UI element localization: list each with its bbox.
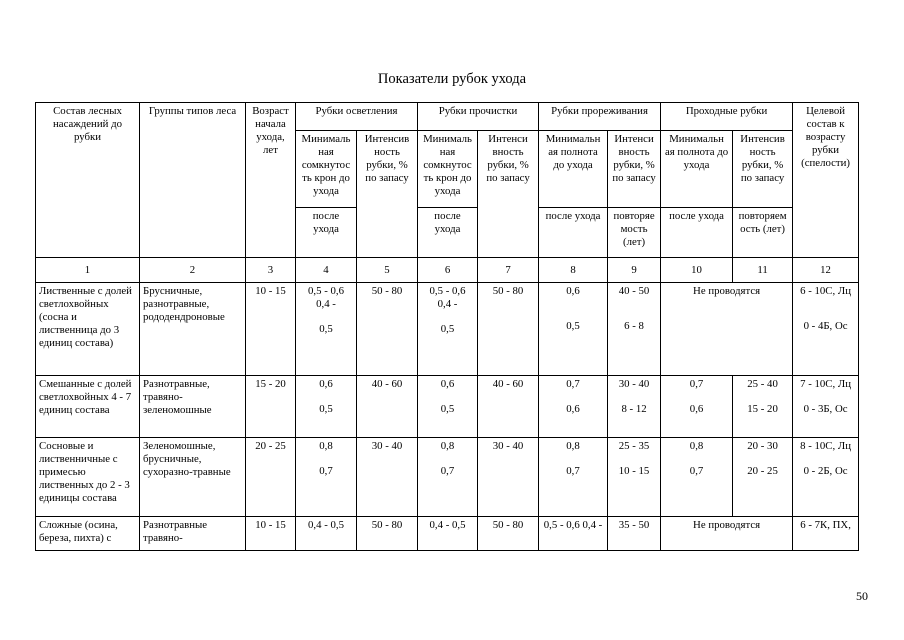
header-passing-repeat: повторяем ость (лет) (733, 208, 793, 258)
value: 0,5 - 0,6 (429, 285, 466, 297)
cell-passing-not-performed: Не проводятся (661, 283, 793, 376)
value: 0,5 - 0,6 (308, 285, 344, 297)
header-target-composition: Целевой состав к возрасту рубки (спелости) (793, 103, 859, 258)
value: 0,6 (689, 403, 704, 415)
value: 30 - 40 (618, 378, 650, 390)
value: 0,5 (319, 403, 333, 415)
value: 0,8 (566, 440, 580, 452)
cell-cleaning-intensity: 50 - 80 (478, 517, 539, 551)
cell-cleaning-intensity: 30 - 40 (478, 438, 539, 517)
cell-cleaning-intensity: 40 - 60 (478, 376, 539, 438)
value: 0,7 (689, 465, 704, 477)
value: 0,4 - (437, 298, 458, 310)
cell-thinning-min (539, 376, 608, 438)
cell-forest-types: Брусничные, разнотравные, рододендроновые (140, 283, 246, 376)
cell-cleaning-min (418, 376, 478, 438)
cell-target-composition (793, 376, 859, 438)
value: 25 - 40 (747, 378, 778, 390)
cell-clearing-intensity: 30 - 40 (357, 438, 418, 517)
cell-thinning-min (539, 283, 608, 376)
cell-forest-types: Зеленомошные, брусничные, сухоразно-травные (140, 438, 246, 517)
value: 0,6 (319, 378, 333, 390)
header-age: Возраст начала ухода, лет (246, 103, 296, 258)
value: 0,4 - (316, 298, 336, 310)
table-row (36, 438, 859, 517)
cell-composition: Смешанные с долей светлохвойных 4 - 7 единиц состава (36, 376, 140, 438)
cell-clearing-min (296, 283, 357, 376)
column-number-row (36, 258, 859, 283)
value: 6 - 8 (624, 320, 644, 332)
value: 0,7 (566, 378, 580, 390)
cell-passing-intensity (733, 438, 793, 517)
cell-thinning-min (539, 438, 608, 517)
value: 8 - 12 (621, 403, 647, 415)
header-passing-min: Минимальн ая полнота до ухода (661, 131, 733, 208)
value: 0,7 (440, 465, 455, 477)
value: 10 - 15 (618, 465, 650, 477)
column-number: 6 (418, 258, 478, 283)
column-number: 4 (296, 258, 357, 283)
header-thinning-repeat: повторяе мость (лет) (608, 208, 661, 258)
cell-cleaning-min (418, 283, 478, 376)
cell-target-composition: 6 - 7К, ПХ, (793, 517, 859, 551)
column-number: 9 (608, 258, 661, 283)
cell-clearing-min: 0,4 - 0,5 (296, 517, 357, 551)
header-group-clearing: Рубки осветления (296, 103, 418, 131)
page-number: 50 (856, 589, 868, 603)
column-number: 1 (36, 258, 140, 283)
value: 0,5 (440, 403, 455, 415)
page-title: Показатели рубок ухода (377, 71, 527, 87)
cell-target-composition (793, 438, 859, 517)
value: 40 - 50 (618, 285, 650, 297)
column-number: 10 (661, 258, 733, 283)
header-composition: Состав лесных насаждений до рубки (36, 103, 140, 258)
cell-passing-not-performed: Не проводятся (661, 517, 793, 551)
cell-thinning-intensity (608, 376, 661, 438)
header-cleaning-after: после ухода (418, 208, 478, 258)
value: 8 - 10С, Лц (800, 440, 851, 452)
cell-composition: Сложные (осина, береза, пихта) с (36, 517, 140, 551)
value: 0,7 (566, 465, 580, 477)
cell-forest-types: Разнотравные травяно- (140, 517, 246, 551)
cell-clearing-intensity: 50 - 80 (357, 517, 418, 551)
header-row-groups (36, 103, 859, 131)
value: 25 - 35 (618, 440, 650, 452)
cell-thinning-intensity: 35 - 50 (608, 517, 661, 551)
value: 0,5 (319, 323, 333, 335)
value: 15 - 20 (747, 403, 778, 415)
value: 0,8 (440, 440, 455, 452)
cell-forest-types: Разнотравные, травяно-зеленомошные (140, 376, 246, 438)
cell-age: 15 - 20 (246, 376, 296, 438)
value: 0,7 (689, 378, 704, 390)
header-group-thinning: Рубки прореживания (539, 103, 661, 131)
header-forest-types: Группы типов леса (140, 103, 246, 258)
column-number: 8 (539, 258, 608, 283)
column-number: 2 (140, 258, 246, 283)
value: 6 - 10С, Лц (800, 285, 851, 297)
header-clearing-min: Минималь ная сомкнутос ть крон до ухода (296, 131, 357, 208)
cell-thinning-intensity (608, 438, 661, 517)
cell-clearing-min (296, 438, 357, 517)
cell-cleaning-min: 0,4 - 0,5 (418, 517, 478, 551)
column-number: 11 (733, 258, 793, 283)
cell-passing-min (661, 438, 733, 517)
table-row (36, 517, 859, 551)
value: 0,5 (566, 320, 580, 332)
column-number: 3 (246, 258, 296, 283)
value: 0,6 (440, 378, 455, 390)
header-cleaning-min: Минималь ная сомкнутос ть крон до ухода (418, 131, 478, 208)
header-thinning-min: Минимальн ая полнота до ухода (539, 131, 608, 208)
value: 0,5 (440, 323, 455, 335)
value: 0,8 (319, 440, 333, 452)
value: 0 - 2Б, Ос (803, 465, 848, 477)
cell-clearing-intensity: 50 - 80 (357, 283, 418, 376)
header-clearing-after: после ухода (296, 208, 357, 258)
column-number: 12 (793, 258, 859, 283)
cell-thinning-min: 0,5 - 0,6 0,4 - (539, 517, 608, 551)
logging-indicators-table (35, 102, 859, 551)
cell-composition: Сосновые и лиственничные с примесью лиственных до 2 - 3 единицы состава (36, 438, 140, 517)
header-passing-after: после ухода (661, 208, 733, 258)
cell-age: 20 - 25 (246, 438, 296, 517)
cell-cleaning-intensity: 50 - 80 (478, 283, 539, 376)
cell-cleaning-min (418, 438, 478, 517)
column-number: 5 (357, 258, 418, 283)
header-thinning-after: после ухода (539, 208, 608, 258)
header-group-passing: Проходные рубки (661, 103, 793, 131)
header-group-cleaning: Рубки прочистки (418, 103, 539, 131)
value: 20 - 25 (747, 465, 778, 477)
table-row (36, 376, 859, 438)
header-cleaning-intensity: Интенси вность рубки, % по запасу (478, 131, 539, 258)
header-clearing-intensity: Интенсив ность рубки, % по запасу (357, 131, 418, 258)
cell-passing-intensity (733, 376, 793, 438)
value: 0,7 (319, 465, 333, 477)
value: 0 - 4Б, Ос (803, 320, 848, 332)
header-thinning-intensity: Интенси вность рубки, % по запасу (608, 131, 661, 208)
value: 0,6 (566, 285, 580, 297)
value: 0,8 (689, 440, 704, 452)
value: 0,6 (566, 403, 580, 415)
cell-target-composition (793, 283, 859, 376)
value: 20 - 30 (747, 440, 778, 452)
value: 7 - 10С, Лц (800, 378, 851, 390)
cell-composition: Лиственные с долей светлохвойных (сосна и лиственница до 3 единиц состава) (36, 283, 140, 376)
cell-age: 10 - 15 (246, 283, 296, 376)
table-row (36, 283, 859, 376)
cell-passing-min (661, 376, 733, 438)
header-passing-intensity: Интенсив ность рубки, % по запасу (733, 131, 793, 208)
value: 0 - 3Б, Ос (803, 403, 848, 415)
cell-thinning-intensity (608, 283, 661, 376)
cell-clearing-intensity: 40 - 60 (357, 376, 418, 438)
cell-clearing-min (296, 376, 357, 438)
cell-age: 10 - 15 (246, 517, 296, 551)
column-number: 7 (478, 258, 539, 283)
